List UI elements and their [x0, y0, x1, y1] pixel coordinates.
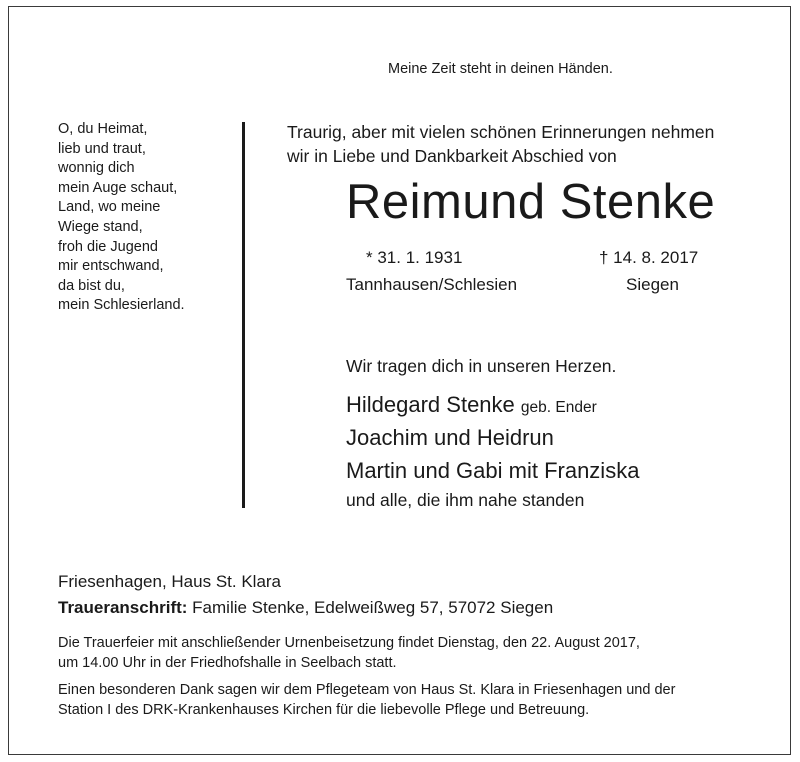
- mourners-others: und alle, die ihm nahe standen: [346, 490, 585, 510]
- poem-line: lieb und traut,: [58, 140, 146, 157]
- spouse-name: Hildegard Stenke: [346, 392, 515, 417]
- motto: Meine Zeit steht in deinen Händen.: [388, 61, 613, 77]
- thanks-line: Station I des DRK-Krankenhauses Kirchen für die liebevolle Pflege und Betreuung.: [58, 702, 590, 718]
- intro-line: wir in Liebe und Dankbarkeit Abschied von: [287, 146, 617, 166]
- thanks-line: Einen besonderen Dank sagen wir dem Pflegeteam von Haus St. Klara in Friesenhagen und der: [58, 682, 676, 698]
- address-value: Familie Stenke, Edelweißweg 57, 57072 Siegen: [192, 598, 554, 617]
- spouse-birthname: geb. Ender: [520, 399, 597, 416]
- mourner-spouse: [346, 392, 597, 418]
- deceased-name: Reimund Stenke: [346, 175, 716, 229]
- poem-line: froh die Jugend: [58, 238, 158, 255]
- poem-line: wonnig dich: [58, 160, 135, 177]
- poem: [58, 120, 185, 316]
- poem-line: Wiege stand,: [58, 218, 143, 235]
- hearts-line: Wir tragen dich in unseren Herzen.: [346, 356, 617, 376]
- ceremony-line: um 14.00 Uhr in der Friedhofshalle in Seelbach statt.: [58, 655, 397, 671]
- poem-line: mir entschwand,: [58, 258, 164, 275]
- birth-date: * 31. 1. 1931: [366, 248, 463, 267]
- poem-line: da bist du,: [58, 277, 125, 294]
- poem-line: mein Auge schaut,: [58, 179, 178, 196]
- ceremony-line: Die Trauerfeier mit anschließender Urnenbeisetzung findet Dienstag, den 22. August 2017,: [58, 635, 640, 651]
- address-label: Traueranschrift:: [58, 598, 188, 617]
- death-place: Siegen: [626, 275, 679, 294]
- birth-place: Tannhausen/Schlesien: [346, 275, 518, 294]
- mourning-address: [58, 598, 553, 618]
- mourner-line: Joachim und Heidrun: [346, 425, 554, 450]
- poem-line: O, du Heimat,: [58, 121, 148, 137]
- intro-text: [287, 120, 714, 168]
- location: Friesenhagen, Haus St. Klara: [58, 572, 282, 591]
- mourner-line: Martin und Gabi mit Franziska: [346, 458, 640, 483]
- poem-line: Land, wo meine: [58, 199, 161, 216]
- death-date: † 14. 8. 2017: [599, 248, 699, 267]
- ceremony-info: [58, 633, 640, 673]
- vertical-divider: [242, 122, 245, 508]
- poem-line: mein Schlesierland.: [58, 297, 185, 314]
- intro-line: Traurig, aber mit vielen schönen Erinnerungen nehmen: [287, 122, 715, 142]
- thanks-text: [58, 680, 675, 720]
